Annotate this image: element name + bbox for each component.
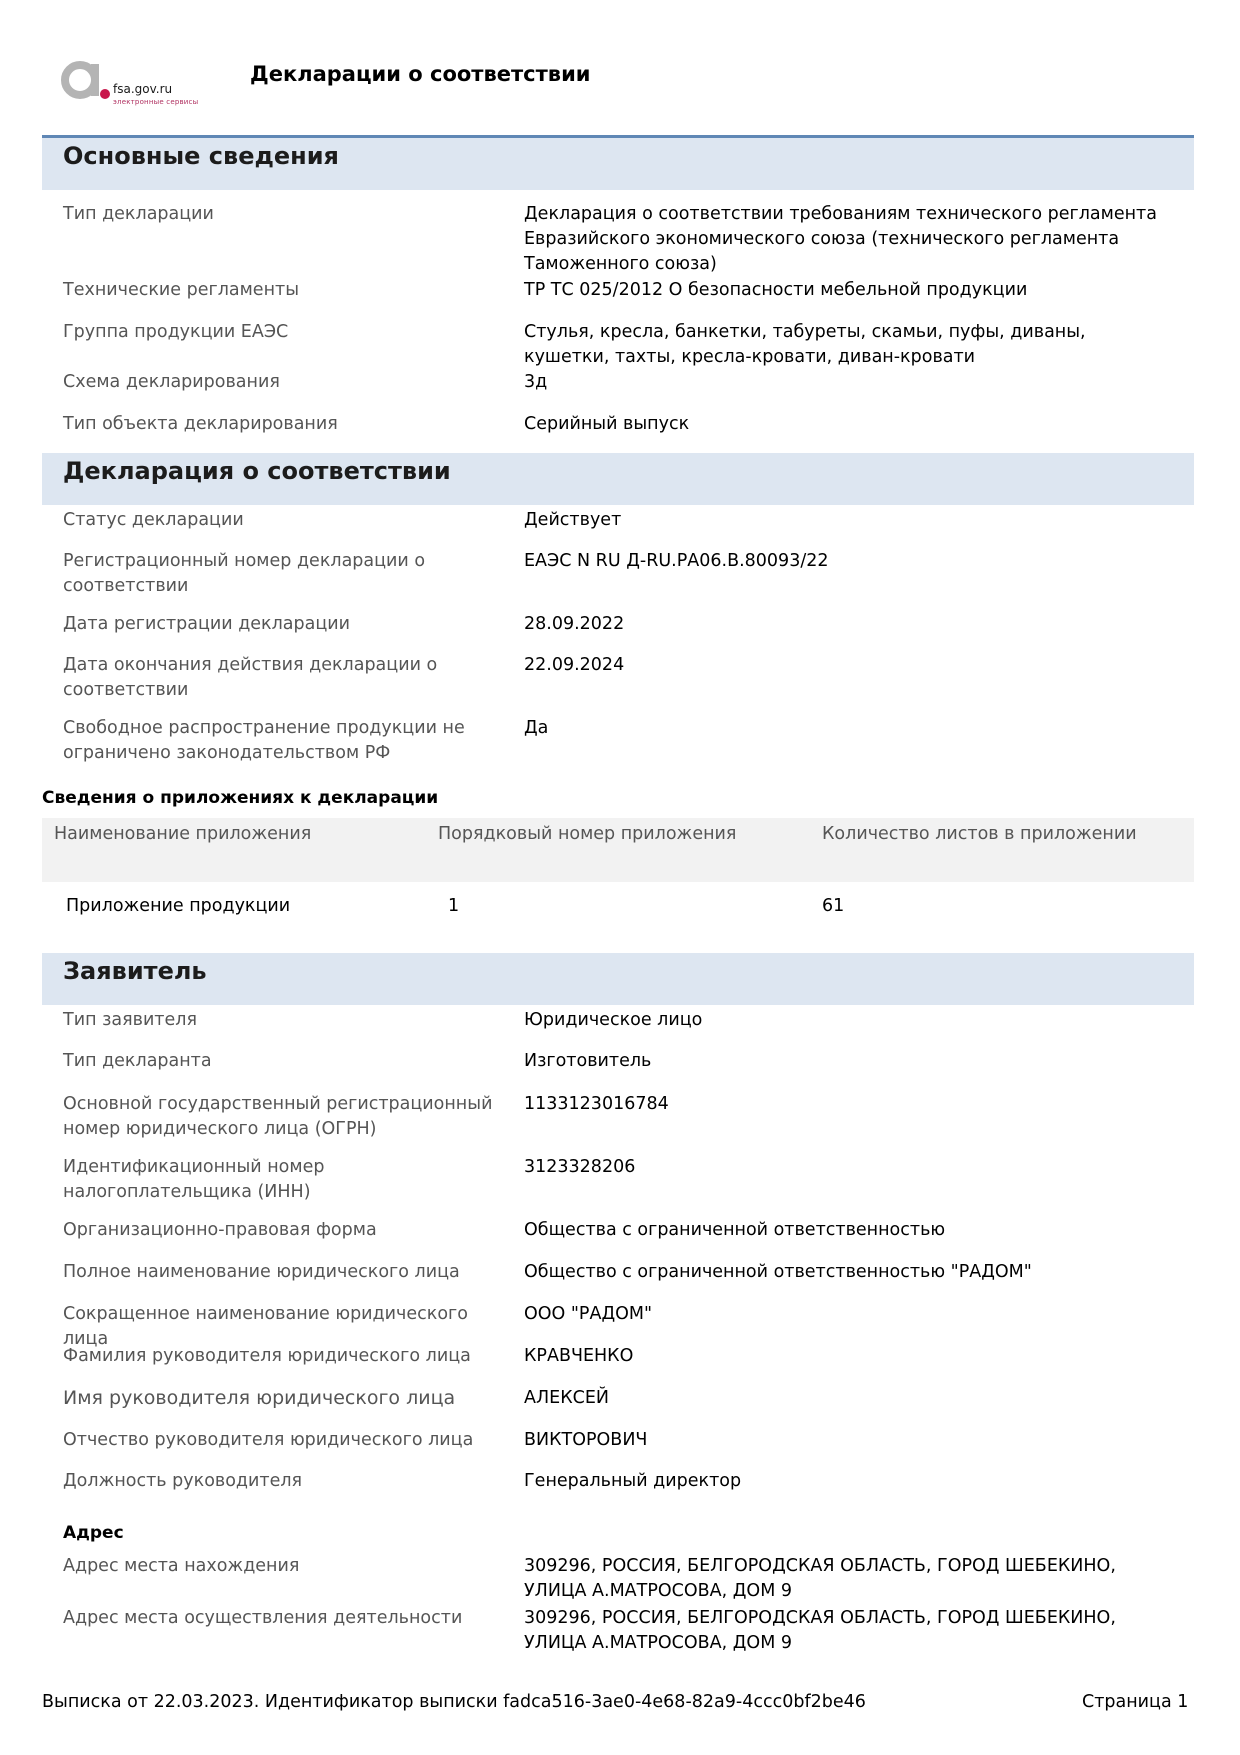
field-label-full-name: Полное наименование юридического лица bbox=[63, 1262, 460, 1282]
field-label-reg-date: Дата регистрации декларации bbox=[63, 614, 351, 634]
field-value-reg-date: 28.09.2022 bbox=[524, 614, 625, 634]
field-label-reg-number: Регистрационный номер декларации о соответствии bbox=[63, 551, 426, 596]
field-value-legal-address: 309296, РОССИЯ, БЕЛГОРОДСКАЯ ОБЛАСТЬ, ГОРОД ШЕБЕКИНО, УЛИЦА А.МАТРОСОВА, ДОМ 9 bbox=[524, 1556, 1116, 1601]
field-value-full-name: Общество с ограниченной ответственностью "РАДОМ" bbox=[524, 1262, 1032, 1282]
field-value-declarant-type: Изготовитель bbox=[524, 1051, 652, 1071]
field-label-inn: Идентификационный номер налогоплательщика (ИНН) bbox=[63, 1157, 325, 1202]
field-value-expiry-date: 22.09.2024 bbox=[524, 655, 625, 675]
section-title-applicant: Заявитель bbox=[63, 957, 207, 985]
field-label-head-patronymic: Отчество руководителя юридического лица bbox=[63, 1430, 474, 1450]
field-value-head-patronymic: ВИКТОРОВИЧ bbox=[524, 1430, 648, 1450]
section-title-basic: Основные сведения bbox=[63, 142, 339, 170]
field-label-head-position: Должность руководителя bbox=[63, 1471, 303, 1491]
address-heading: Адрес bbox=[63, 1523, 124, 1543]
field-label-declarant-type: Тип декларанта bbox=[63, 1051, 212, 1071]
field-label-object-type: Тип объекта декларирования bbox=[63, 414, 338, 434]
field-value-scheme: 3д bbox=[524, 372, 548, 392]
logo-subtitle: электронные сервисы bbox=[113, 98, 199, 106]
field-value-head-surname: КРАВЧЕНКО bbox=[524, 1346, 634, 1366]
field-label-status: Статус декларации bbox=[63, 510, 244, 530]
field-value-head-position: Генеральный директор bbox=[524, 1471, 742, 1491]
field-label-scheme: Схема декларирования bbox=[63, 372, 280, 392]
field-value-activity-address: 309296, РОССИЯ, БЕЛГОРОДСКАЯ ОБЛАСТЬ, ГОРОД ШЕБЕКИНО, УЛИЦА А.МАТРОСОВА, ДОМ 9 bbox=[524, 1608, 1116, 1653]
document-title: Декларации о соответствии bbox=[250, 62, 591, 86]
attachments-cell-name: Приложение продукции bbox=[66, 896, 291, 916]
field-label-declaration-type: Тип декларации bbox=[63, 204, 214, 224]
field-value-product-group: Стулья, кресла, банкетки, табуреты, скамьи, пуфы, диваны, кушетки, тахты, кресла-кровати, диван-кровати bbox=[524, 322, 1086, 367]
footer-extract-info: Выписка от 22.03.2023. Идентификатор выписки fadca516-3ae0-4e68-82a9-4ccc0bf2be46 bbox=[42, 1692, 866, 1712]
field-value-tech-regulations: ТР ТС 025/2012 О безопасности мебельной продукции bbox=[524, 280, 1028, 300]
field-value-free-circulation: Да bbox=[524, 718, 549, 738]
field-label-free-circulation: Свободное распространение продукции не ограничено законодательством РФ bbox=[63, 718, 465, 763]
footer-page-number: Страница 1 bbox=[1082, 1692, 1189, 1712]
field-label-activity-address: Адрес места осуществления деятельности bbox=[63, 1608, 463, 1628]
field-value-declaration-type: Декларация о соответствии требованиям технического регламента Евразийского экономического союза (технического регламента Таможенного союза) bbox=[524, 204, 1157, 274]
logo-site-text: fsa.gov.ru bbox=[113, 82, 173, 96]
attachments-col-number: Порядковый номер приложения bbox=[438, 824, 737, 844]
attachments-col-name: Наименование приложения bbox=[54, 824, 312, 844]
field-label-head-surname: Фамилия руководителя юридического лица bbox=[63, 1346, 471, 1366]
field-label-tech-regulations: Технические регламенты bbox=[63, 280, 300, 300]
section-band-applicant bbox=[42, 953, 1194, 1005]
field-label-applicant-type: Тип заявителя bbox=[63, 1010, 197, 1030]
field-label-head-name: Имя руководителя юридического лица bbox=[63, 1387, 456, 1409]
field-value-short-name: ООО "РАДОМ" bbox=[524, 1304, 653, 1324]
field-label-short-name: Сокращенное наименование юридического лица bbox=[63, 1304, 468, 1349]
field-label-product-group: Группа продукции ЕАЭС bbox=[63, 322, 289, 342]
field-value-applicant-type: Юридическое лицо bbox=[524, 1010, 703, 1030]
field-label-legal-address: Адрес места нахождения bbox=[63, 1556, 300, 1576]
field-value-ogrn: 1133123016784 bbox=[524, 1094, 669, 1114]
field-value-object-type: Серийный выпуск bbox=[524, 414, 690, 434]
field-value-inn: 3123328206 bbox=[524, 1157, 636, 1177]
field-value-legal-form: Общества с ограниченной ответственностью bbox=[524, 1220, 946, 1240]
section-title-declaration: Декларация о соответствии bbox=[63, 457, 451, 485]
field-label-expiry-date: Дата окончания действия декларации о соответствии bbox=[63, 655, 438, 700]
attachments-heading: Сведения о приложениях к декларации bbox=[42, 788, 439, 808]
field-value-reg-number: ЕАЭС N RU Д-RU.РА06.В.80093/22 bbox=[524, 551, 829, 571]
field-label-legal-form: Организационно-правовая форма bbox=[63, 1220, 377, 1240]
attachments-col-sheets: Количество листов в приложении bbox=[822, 824, 1137, 844]
field-label-ogrn: Основной государственный регистрационный номер юридического лица (ОГРН) bbox=[63, 1094, 493, 1139]
field-value-head-name: АЛЕКСЕЙ bbox=[524, 1388, 609, 1408]
fsa-logo-icon bbox=[58, 54, 110, 106]
field-value-status: Действует bbox=[524, 510, 622, 530]
attachments-cell-number: 1 bbox=[448, 896, 460, 916]
attachments-cell-sheets: 61 bbox=[822, 896, 845, 916]
